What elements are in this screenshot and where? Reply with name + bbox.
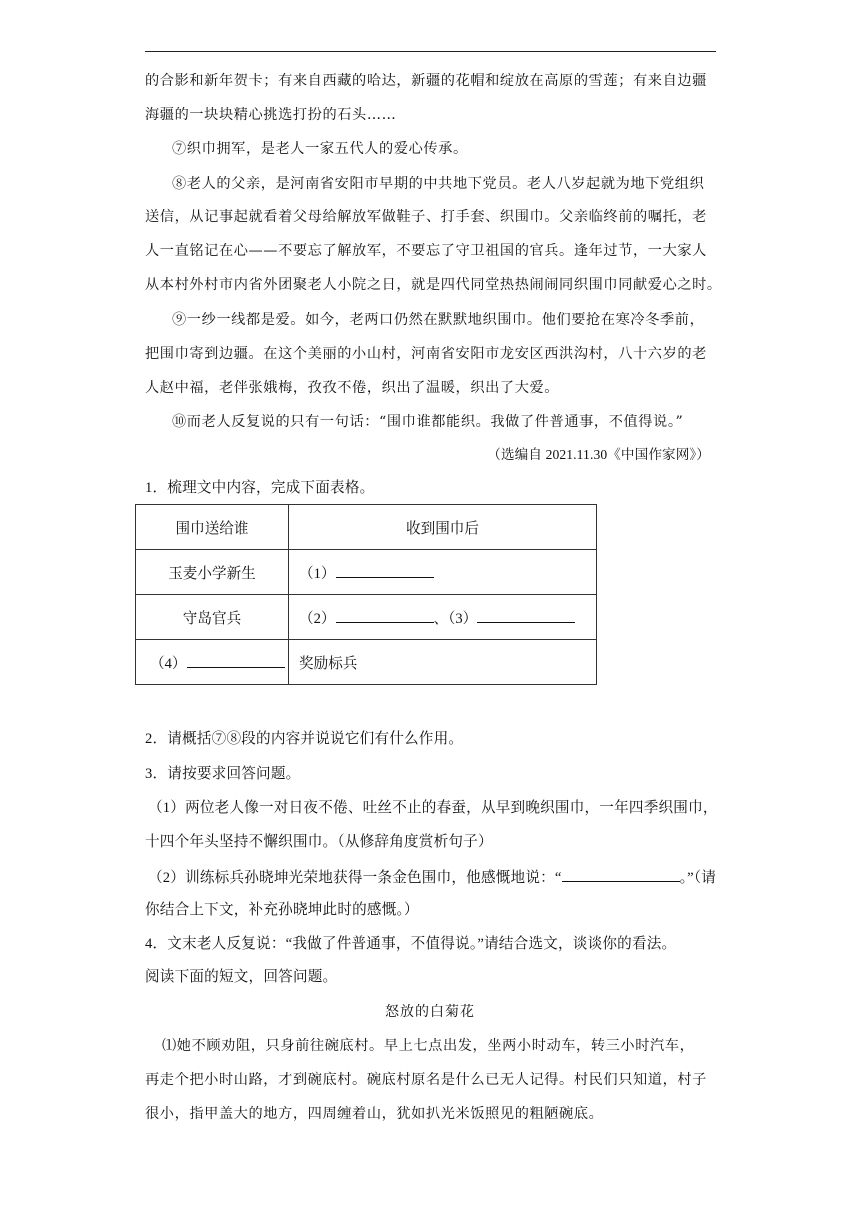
paragraph-line: 从本村外村市内省外团聚老人小院之日，就是四代同堂热热闹闹同织围巾同献爱心之时。 — [145, 277, 722, 293]
paragraph-line: 人一直铭记在心——不要忘了解放军，不要忘了守卫祖国的官兵。逢年过节，一大家人 — [145, 243, 707, 259]
paragraph-line: 人赵中福，老伴张娥梅，孜孜不倦，织出了温暖，织出了大爱。 — [145, 380, 560, 396]
question-3-stem: 3．请按要求回答问题。 — [145, 766, 301, 782]
table-row — [136, 550, 597, 595]
answer-blank-5[interactable] — [562, 866, 680, 882]
question-2: 2．请概括⑦⑧段的内容并说说它们有什么作用。 — [145, 731, 464, 747]
table-cell: 玉麦小学新生 — [136, 550, 289, 595]
paragraph-10: ⑩而老人反复说的只有一句话：“围巾谁都能织。我做了件普通事，不值得说。” — [172, 414, 684, 430]
paragraph-line: 海疆的一块块精心挑选打扮的石头…… — [145, 107, 397, 123]
paragraph-1: ⑴她不顾劝阻，只身前往碗底村。早上七点出发，坐两小时动车，转三小时汽车， — [162, 1038, 695, 1054]
table-header: 收到围巾后 — [289, 505, 597, 550]
blank-label: （1） — [299, 565, 336, 582]
question-3-part-1-cont: 十四个年头坚持不懈织围巾。（从修辞角度赏析句子） — [145, 834, 493, 850]
question-text: 。”（请 — [679, 870, 717, 886]
source-citation: （选编自 2021.11.30《中国作家网》） — [487, 447, 710, 462]
table-cell — [289, 595, 597, 640]
answer-blank-3[interactable] — [477, 607, 575, 623]
question-1-stem: 1．梳理文中内容，完成下面表格。 — [145, 480, 375, 496]
table-cell: 守岛官兵 — [136, 595, 289, 640]
paragraph-line: 送信，从记事起就看着父母给解放军做鞋子、打手套、织围巾。父亲临终前的嘱托，老 — [145, 209, 707, 225]
question-3-part-2 — [148, 866, 716, 888]
answer-blank-2[interactable] — [336, 607, 434, 623]
table-row — [136, 595, 597, 640]
header-rule — [145, 51, 716, 52]
answer-blank-4[interactable] — [187, 652, 285, 668]
table-header: 围巾送给谁 — [136, 505, 289, 550]
paragraph-line: 再走个把小时山路，才到碗底村。碗底村原名是什么已无人记得。村民们只知道，村子 — [145, 1072, 707, 1088]
paragraph-line: 很小，指甲盖大的地方，四周缠着山，犹如扒光米饭照见的粗陋碗底。 — [145, 1106, 604, 1122]
paragraph-line: 的合影和新年贺卡；有来自西藏的哈达，新疆的花帽和绽放在高原的雪莲；有来自边疆 — [145, 73, 707, 89]
paragraph-line: 把围巾寄到边疆。在这个美丽的小山村，河南省安阳市龙安区西洪沟村，八十六岁的老 — [145, 346, 707, 362]
table-cell — [136, 640, 289, 685]
passage-2-title: 怒放的白菊花 — [385, 1004, 475, 1020]
question-4: 4．文末老人反复说：“我做了件普通事，不值得说。”请结合选文，谈谈你的看法。 — [145, 936, 677, 952]
table-row — [136, 640, 597, 685]
reading-instruction: 阅读下面的短文，回答问题。 — [145, 969, 338, 985]
blank-label: （4） — [150, 655, 187, 672]
blank-label: 、（3） — [433, 610, 478, 627]
table-header-row — [136, 505, 597, 550]
question-3-part-1: （1）两位老人像一对日夜不倦、吐丝不止的春蚕，从早到晚织围巾，一年四季织围巾， — [148, 800, 718, 816]
answer-blank-1[interactable] — [336, 562, 434, 578]
blank-label: （2） — [299, 610, 336, 627]
paragraph-9: ⑨一纱一线都是爱。如今，老两口仍然在默默地织围巾。他们要抢在寒冷冬季前， — [172, 312, 705, 328]
question-text: （2）训练标兵孙晓坤光荣地获得一条金色围巾，他感慨地说：“ — [148, 870, 562, 886]
question-3-part-2-cont: 你结合上下文，补充孙晓坤此时的感慨。） — [145, 902, 419, 918]
answer-table — [135, 504, 597, 685]
paragraph-8: ⑧老人的父亲，是河南省安阳市早期的中共地下党员。老人八岁起就为地下党组织 — [172, 176, 705, 192]
paragraph-7: ⑦织巾拥军，是老人一家五代人的爱心传承。 — [172, 141, 468, 157]
table-cell: 奖励标兵 — [289, 640, 597, 685]
table-cell — [289, 550, 597, 595]
